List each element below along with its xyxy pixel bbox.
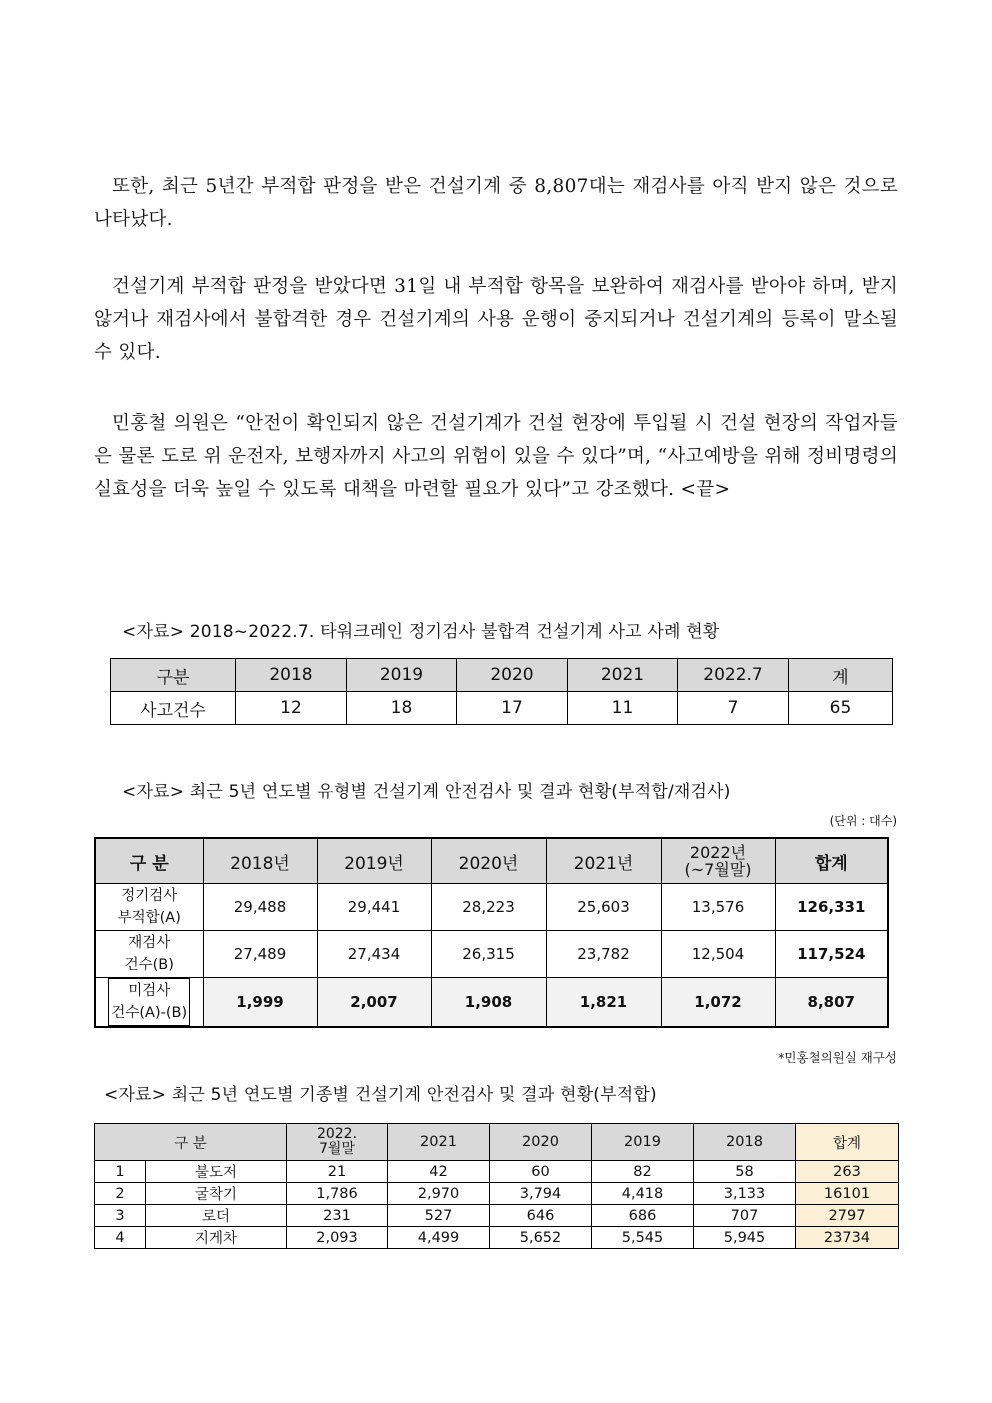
table-header-row [111,659,893,692]
body-paragraph-2 [94,270,898,369]
table-cell: 707 [694,1205,796,1227]
table-cell: 5,652 [490,1227,592,1249]
table-cell: 686 [592,1205,694,1227]
header-cell: 구 분 [95,1124,287,1161]
total-cell: 117,524 [775,931,888,978]
table-cell: 58 [694,1161,796,1183]
header-cell: 계 [789,659,893,692]
total-cell: 263 [796,1161,899,1183]
table-cell: 3,133 [694,1183,796,1205]
row-label: 로더 [146,1205,287,1227]
header-line: 7월말 [319,1141,355,1157]
row-label-line: 건수(A)-(B) [111,1005,188,1021]
row-label-line: 부적합(A) [117,910,181,926]
table-cell: 231 [287,1205,388,1227]
paragraph-text: 건설기계 부적합 판정을 받았다면 31일 내 부적합 항목을 보완하여 재검사를 받아야 하며, 받지 않거나 재검사에서 불합격한 경우 건설기계의 사용 운행이 중지되거나 건설기계의 등록이 말소될 수 있다. [94,276,898,363]
table-cell: 29,488 [203,884,317,931]
header-line: (~7월말) [684,860,752,879]
header-cell: 2020 [457,659,568,692]
equipment-type-table [94,1123,899,1249]
total-cell: 23734 [796,1227,899,1249]
header-cell: 2018 [236,659,347,692]
table-row [111,692,893,725]
table-cell: 42 [388,1161,490,1183]
table1-caption: <자료> 2018~2022.7. 타워크레인 정기검사 불합격 건설기계 사고 사례 현황 [122,622,720,642]
table-cell: 82 [592,1161,694,1183]
header-cell: 2018 [694,1124,796,1161]
row-label-line: 정기검사 [121,888,178,904]
header-line: 2022. [316,1126,358,1142]
table-cell: 25,603 [546,884,661,931]
paragraph-text: 민홍철 의원은 “안전이 확인되지 않은 건설기계가 건설 현장에 투입될 시 건설 현장의 작업자들은 물론 도로 위 운전자, 보행자까지 사고의 위험이 있을 수 있다”며, “사고예방을 위해 정비명령의 실효성을 더욱 높일 수 있도록 대책을 마련할 필요가 있다”고 강조했다. <끝> [94,413,898,500]
row-label: 지게차 [146,1227,287,1249]
header-cell: 2019년 [317,838,431,884]
total-cell: 16101 [796,1183,899,1205]
body-paragraph-3 [94,407,898,506]
row-label [95,978,203,1028]
table-cell: 1,072 [661,978,775,1028]
table-cell: 2,970 [388,1183,490,1205]
table-cell: 2,007 [317,978,431,1028]
table2-caption: <자료> 최근 5년 연도별 유형별 건설기계 안전검사 및 결과 현황(부적합/재검사) [122,782,731,802]
header-cell: 2021 [568,659,678,692]
header-cell: 2020 [490,1124,592,1161]
row-label-line: 재검사 [128,935,171,951]
row-label: 사고건수 [111,692,236,725]
table-cell: 5,945 [694,1227,796,1249]
table-row [95,1205,899,1227]
row-label-line: 건수(B) [124,957,174,973]
header-cell: 2019 [592,1124,694,1161]
table-row [95,978,888,1028]
row-label: 굴착기 [146,1183,287,1205]
header-cell: 2021 [388,1124,490,1161]
table-cell: 12 [236,692,347,725]
table-cell: 65 [789,692,893,725]
header-cell: 합계 [796,1124,899,1161]
tower-crane-accident-table [110,658,893,725]
table-cell: 27,489 [203,931,317,978]
header-cell: 2018년 [203,838,317,884]
row-number: 2 [95,1183,146,1205]
header-cell: 2019 [347,659,457,692]
table-header-row [95,1124,899,1161]
paragraph-text: 또한, 최근 5년간 부적합 판정을 받은 건설기계 중 8,807대는 재검사를 아직 받지 않은 것으로 나타났다. [94,176,898,230]
unit-label: (단위 : 대수) [829,814,897,828]
table-cell: 4,499 [388,1227,490,1249]
row-label-box [108,978,190,1026]
table3-caption: <자료> 최근 5년 연도별 기종별 건설기계 안전검사 및 결과 현황(부적합) [104,1085,657,1105]
table-cell: 28,223 [431,884,546,931]
header-cell-2022 [661,838,775,884]
total-cell: 8,807 [775,978,888,1028]
table-cell: 1,786 [287,1183,388,1205]
table-cell: 4,418 [592,1183,694,1205]
table-row [95,1227,899,1249]
table-cell: 26,315 [431,931,546,978]
row-label: 불도저 [146,1161,287,1183]
table-header-row [95,838,888,884]
total-cell: 126,331 [775,884,888,931]
table-cell: 29,441 [317,884,431,931]
inspection-results-table [94,837,889,1028]
table-cell: 17 [457,692,568,725]
row-label-line: 미검사 [128,983,171,999]
table-cell: 12,504 [661,931,775,978]
table-cell: 5,545 [592,1227,694,1249]
table-cell: 60 [490,1161,592,1183]
row-label [95,931,203,978]
row-number: 1 [95,1161,146,1183]
table-cell: 23,782 [546,931,661,978]
header-cell: 2022.7 [678,659,789,692]
table-cell: 646 [490,1205,592,1227]
row-label [95,884,203,931]
table-row [95,1161,899,1183]
table-cell: 18 [347,692,457,725]
table-cell: 7 [678,692,789,725]
table-cell: 11 [568,692,678,725]
header-cell: 2021년 [546,838,661,884]
table-cell: 27,434 [317,931,431,978]
body-paragraph-1 [94,170,898,236]
table-row [95,884,888,931]
table-cell: 1,908 [431,978,546,1028]
header-cell: 합계 [775,838,888,884]
table-cell: 1,999 [203,978,317,1028]
table-cell: 13,576 [661,884,775,931]
table-cell: 3,794 [490,1183,592,1205]
table-cell: 527 [388,1205,490,1227]
table-cell: 2,093 [287,1227,388,1249]
total-cell: 2797 [796,1205,899,1227]
header-line: 2022년 [689,843,747,862]
source-note: *민홍철의원실 재구성 [778,1050,897,1065]
table-row [95,931,888,978]
table-cell: 21 [287,1161,388,1183]
row-number: 4 [95,1227,146,1249]
table-cell: 1,821 [546,978,661,1028]
header-cell: 구 분 [95,838,203,884]
row-number: 3 [95,1205,146,1227]
header-cell-2022 [287,1124,388,1161]
header-cell: 2020년 [431,838,546,884]
header-cell: 구분 [111,659,236,692]
table-row [95,1183,899,1205]
